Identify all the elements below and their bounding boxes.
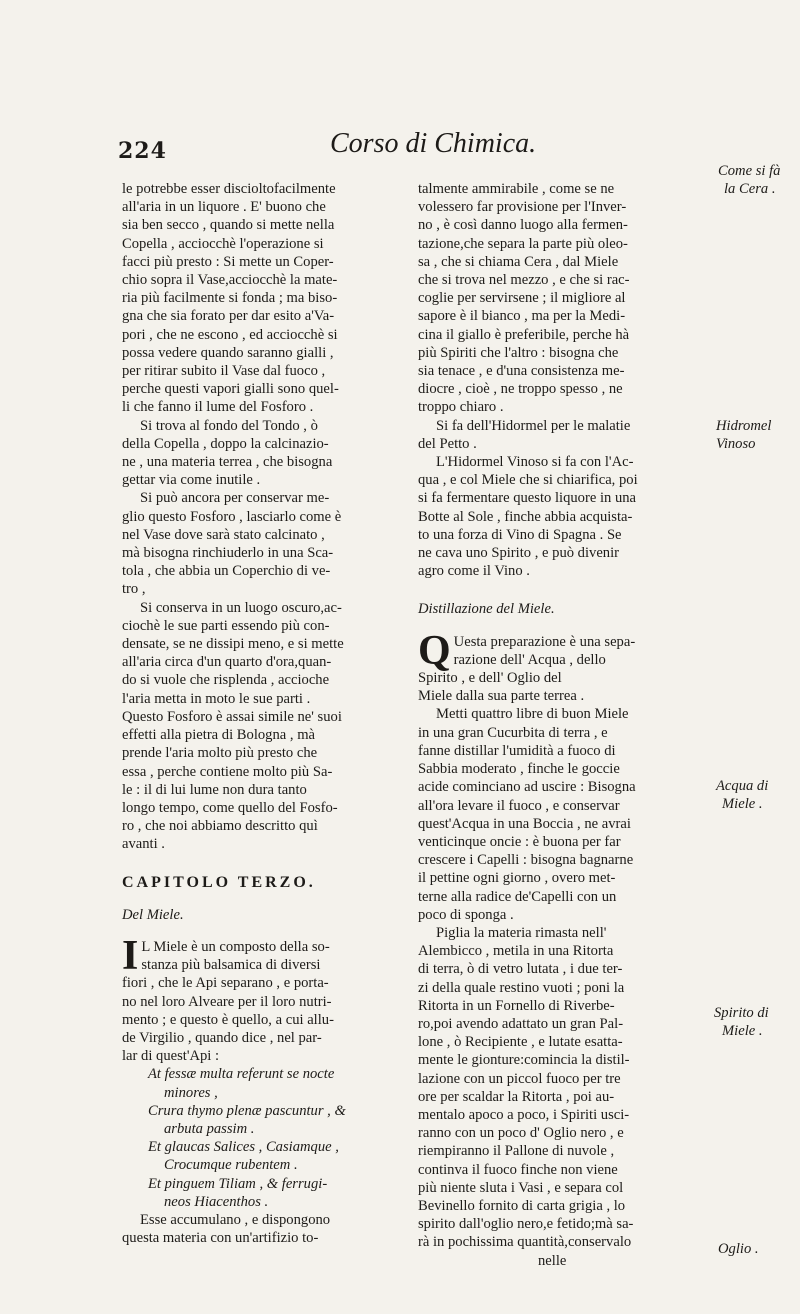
text-line: Bevinello fornito di carta grigia , lo [418,1197,626,1214]
verse-line: Et pinguem Tiliam , & ferrugi- [148,1175,328,1192]
verse-line: minores , [164,1084,218,1101]
text-line: continva il fuoco finche non viene [418,1161,618,1178]
text-line: poco di sponga . [418,906,514,923]
text-line: Si fa dell'Hidormel per le malatie [436,417,631,434]
text-line: mentalo apoco a poco, i Spiriti usci- [418,1106,630,1123]
text-line: Ritorta in un Fornello di Riverbe- [418,997,615,1014]
text-line: talmente ammirabile , come se ne [418,181,615,197]
paragraph [418,180,714,417]
text-line: Sabbia moderato , finche le goccie [418,761,620,778]
text-line: agro come il Vino . [418,563,530,580]
text-line: zi della quale restino vuoti ; poni la [418,979,625,996]
text-line: glio questo Fosforo , lasciarlo come è [122,508,342,525]
text-line: riempiranno il Pallone di nuvole , [418,1143,615,1160]
text-line: quest'Acqua in una Boccia , ne avrai [418,815,631,832]
text-line: Si conserva in un luogo oscuro,ac- [140,599,342,616]
text-line: che si trova nel mezzo , e che si rac- [418,272,630,289]
page-number: 224 [118,138,167,164]
text-line: Botte al Sole , finche abbia acquista- [418,508,633,525]
margin-note: Miele . [722,796,763,812]
text-line: spirito dall'oglio nero,e fetido;mà sa- [418,1216,634,1233]
margin-note: la Cera . [724,181,776,197]
text-line: lar di quest'Api : [122,1048,220,1065]
text-line: per ritirar subito il Vase dal fuoco , [122,363,326,380]
verse-line: arbuta passim . [164,1120,255,1137]
text-line: no , è così danno luogo alla fermen- [418,217,628,234]
text-line: no nel loro Alveare per il loro nutri- [122,993,332,1010]
text-line: mento ; e questo è quello, a cui allu- [122,1011,334,1028]
verse-line: Crura thymo plenæ pascuntur , & [148,1102,346,1119]
text-line: ro,poi avendo adattato un gran Pal- [418,1015,624,1032]
text-line: facci più presto : Si mette un Coper- [122,253,334,270]
text-line: venticinque oncie : è buona per far [418,833,621,850]
text-line: ria più facilmente si fonda ; ma biso- [122,290,338,307]
paragraph [122,489,404,598]
text-line: Si trova al fondo del Tondo , ò [140,417,318,434]
text-line: Spirito , e dell' Oglio del [418,670,562,687]
text-line: Miele dalla sua parte terrea . [418,688,585,705]
text-line: diocre , cioè , ne troppo spesso , ne [418,381,623,398]
text-line: Uesta preparazione è una sepa- [453,633,636,650]
text-line: rà in pochissima quantità,conservalo [418,1234,632,1251]
text-line: Si può ancora per conservar me- [140,490,330,507]
text-line: Alembicco , metila in una Ritorta [418,943,614,960]
margin-note: Oglio . [718,1241,759,1257]
text-line: ranno con un poco d' Oglio nero , e [418,1125,624,1142]
drop-cap: Q [418,627,451,674]
verse-line: neos Hiacenthos . [164,1193,269,1210]
text-line: ore per scaldar la Ritorta , poi au- [418,1088,615,1105]
drop-cap: I [122,932,139,979]
verse-line: At fessæ multa referunt se nocte [148,1066,335,1083]
text-line: tola , che abbia un Coperchio di ve- [122,563,331,580]
paragraph [418,924,714,1270]
right-column [418,180,714,1270]
section-heading: Distillazione del Miele. [418,601,555,618]
text-line: fiori , che le Api separano , e porta- [122,975,329,992]
text-line: sapore è il bianco , ma per la Medi- [418,308,626,325]
text-line: stanza più balsamica di diversi [141,957,321,974]
text-line: ro , che noi abbiamo descritto quì [122,818,318,835]
text-line: il pettine ogni giorno , overo met- [418,870,616,887]
text-line: L Miele è un composto della so- [141,938,330,955]
text-line: ne , una materia terrea , che bisogna [122,454,333,471]
text-line: densate, se ne dissipi meno, e si mette [122,636,344,653]
margin-note: Come si fà [718,163,781,179]
catchword: nelle [538,1252,567,1269]
text-line: fanne distillar l'umidità a fuoco di [418,742,616,759]
text-line: pori , che ne escono , ed acciocchè si [122,326,338,343]
text-line: della Copella , doppo la calcinazio- [122,435,329,452]
text-line: Esse accumulano , e dispongono [140,1211,331,1228]
text-line: crescere i Capelli : bisogna bagnarne [418,852,634,869]
text-line: longo tempo, come quello del Fosfo- [122,799,338,816]
text-line: coglie per servirsene ; il migliore al [418,290,626,307]
chapter-heading: CAPITOLO TERZO. [122,873,316,891]
text-line: ciochè le sue parti essendo più con- [122,617,330,634]
chapter-subheading: Del Miele. [122,906,184,923]
text-line: sia ben secco , quando si mette nella [122,217,335,234]
text-line: le : il di lui lume non dura tanto [122,781,307,798]
margin-note: Hidromel [716,418,772,434]
verse-line: Et glaucas Salices , Casiamque , [148,1139,339,1156]
text-line: l'aria metta in moto le sue parti . [122,690,311,707]
text-line: in una gran Cucurbita di terra , e [418,724,608,741]
text-line: prende l'aria molto più presto che [122,745,318,762]
text-line: troppo chiaro . [418,399,504,416]
paragraph [122,417,404,490]
text-line: qua , e col Miele che si chiarifica, poi [418,472,638,489]
text-line: all'aria in un liquore . E' buono che [122,199,326,216]
paragraph [122,599,404,854]
verse-quote [122,1065,404,1211]
paragraph [418,453,714,580]
text-line: si fa fermentare questo liquore in una [418,490,637,507]
paragraph [122,1211,404,1247]
text-line: nel Vase dove sarà stato calcinato , [122,526,325,543]
text-line: cina il giallo è preferibile, perche hà [418,326,630,343]
text-line: terne alla radice de'Capelli con un [418,888,617,905]
text-line: L'Hidormel Vinoso si fa con l'Ac- [436,454,634,471]
margin-note: Miele . [722,1023,763,1039]
text-line: tazione,che separa la parte più oleo- [418,235,628,252]
text-line: to una forza di Vino di Spagna . Se [418,526,622,543]
text-line: do si vuole che risplenda , accioche [122,672,330,689]
text-line: lazione con un piccol fuoco per tre [418,1070,621,1087]
running-title: Corso di Chimica. [330,128,537,159]
text-line: effetti alla pietra di Bologna , mà [122,727,316,744]
text-line: chio sopra il Vase,acciocchè la mate- [122,272,338,289]
text-line: mà bisogna rinchiuderlo in una Sca- [122,545,334,562]
text-line: all'ora levare il fuoco , e conservar [418,797,620,814]
paragraph [122,180,404,417]
text-line: le potrebbe esser discioltofacilmente [122,181,336,197]
text-line: più Spiriti che l'altro : bisogna che [418,344,619,361]
text-line: questa materia con un'artifizio to- [122,1230,319,1247]
text-line: gna che sia forato per dar esito a'Va- [122,308,335,325]
text-line: avanti . [122,836,165,853]
paragraph [418,627,714,706]
verse-line: Crocumque rubentem . [164,1157,298,1174]
text-line: Copella , acciocchè l'operazione si [122,235,324,252]
text-line: Metti quattro libre di buon Miele [436,706,629,723]
text-line: Questo Fosforo è assai simile ne' suoi [122,708,342,725]
paragraph [122,932,404,1065]
text-line: ne cava uno Spirito , e può divenir [418,545,620,562]
text-line: acide cominciano ad uscire : Bisogna [418,779,636,796]
text-line: di terra, ò di vetro lutata , i due ter- [418,961,623,978]
text-line: volessero far provisione per l'Inver- [418,199,627,216]
text-line: all'aria circa d'un quarto d'ora,quan- [122,654,332,671]
text-line: del Petto . [418,435,477,452]
margin-note: Vinoso [716,436,756,452]
text-line: lone , ò Recipiente , e lutate esatta- [418,1034,623,1051]
paragraph [418,705,714,923]
text-line: sa , che si chiama Cera , dal Miele [418,253,619,270]
text-line: li che fanno il lume del Fosforo . [122,399,314,416]
paragraph [418,417,714,453]
text-line: gettar via come inutile . [122,472,261,489]
text-line: de Virgilio , quando dice , nel par- [122,1029,322,1046]
text-line: mente le gionture:comincia la distil- [418,1052,630,1069]
text-line: essa , perche contiene molto più Sa- [122,763,333,780]
text-line: più niente sluta i Vasi , e separa col [418,1179,624,1196]
left-column [122,180,404,1247]
text-line: perche questi vapori gialli sono quel- [122,381,339,398]
margin-note: Acqua di [716,778,769,794]
text-line: tro , [122,581,146,598]
text-line: sia tenace , e d'una consistenza me- [418,363,625,380]
margin-note: Spirito di [714,1005,769,1021]
text-line: possa vedere quando saranno gialli , [122,344,334,361]
text-line: razione dell' Acqua , dello [453,651,606,668]
text-line: Piglia la materia rimasta nell' [436,924,607,941]
